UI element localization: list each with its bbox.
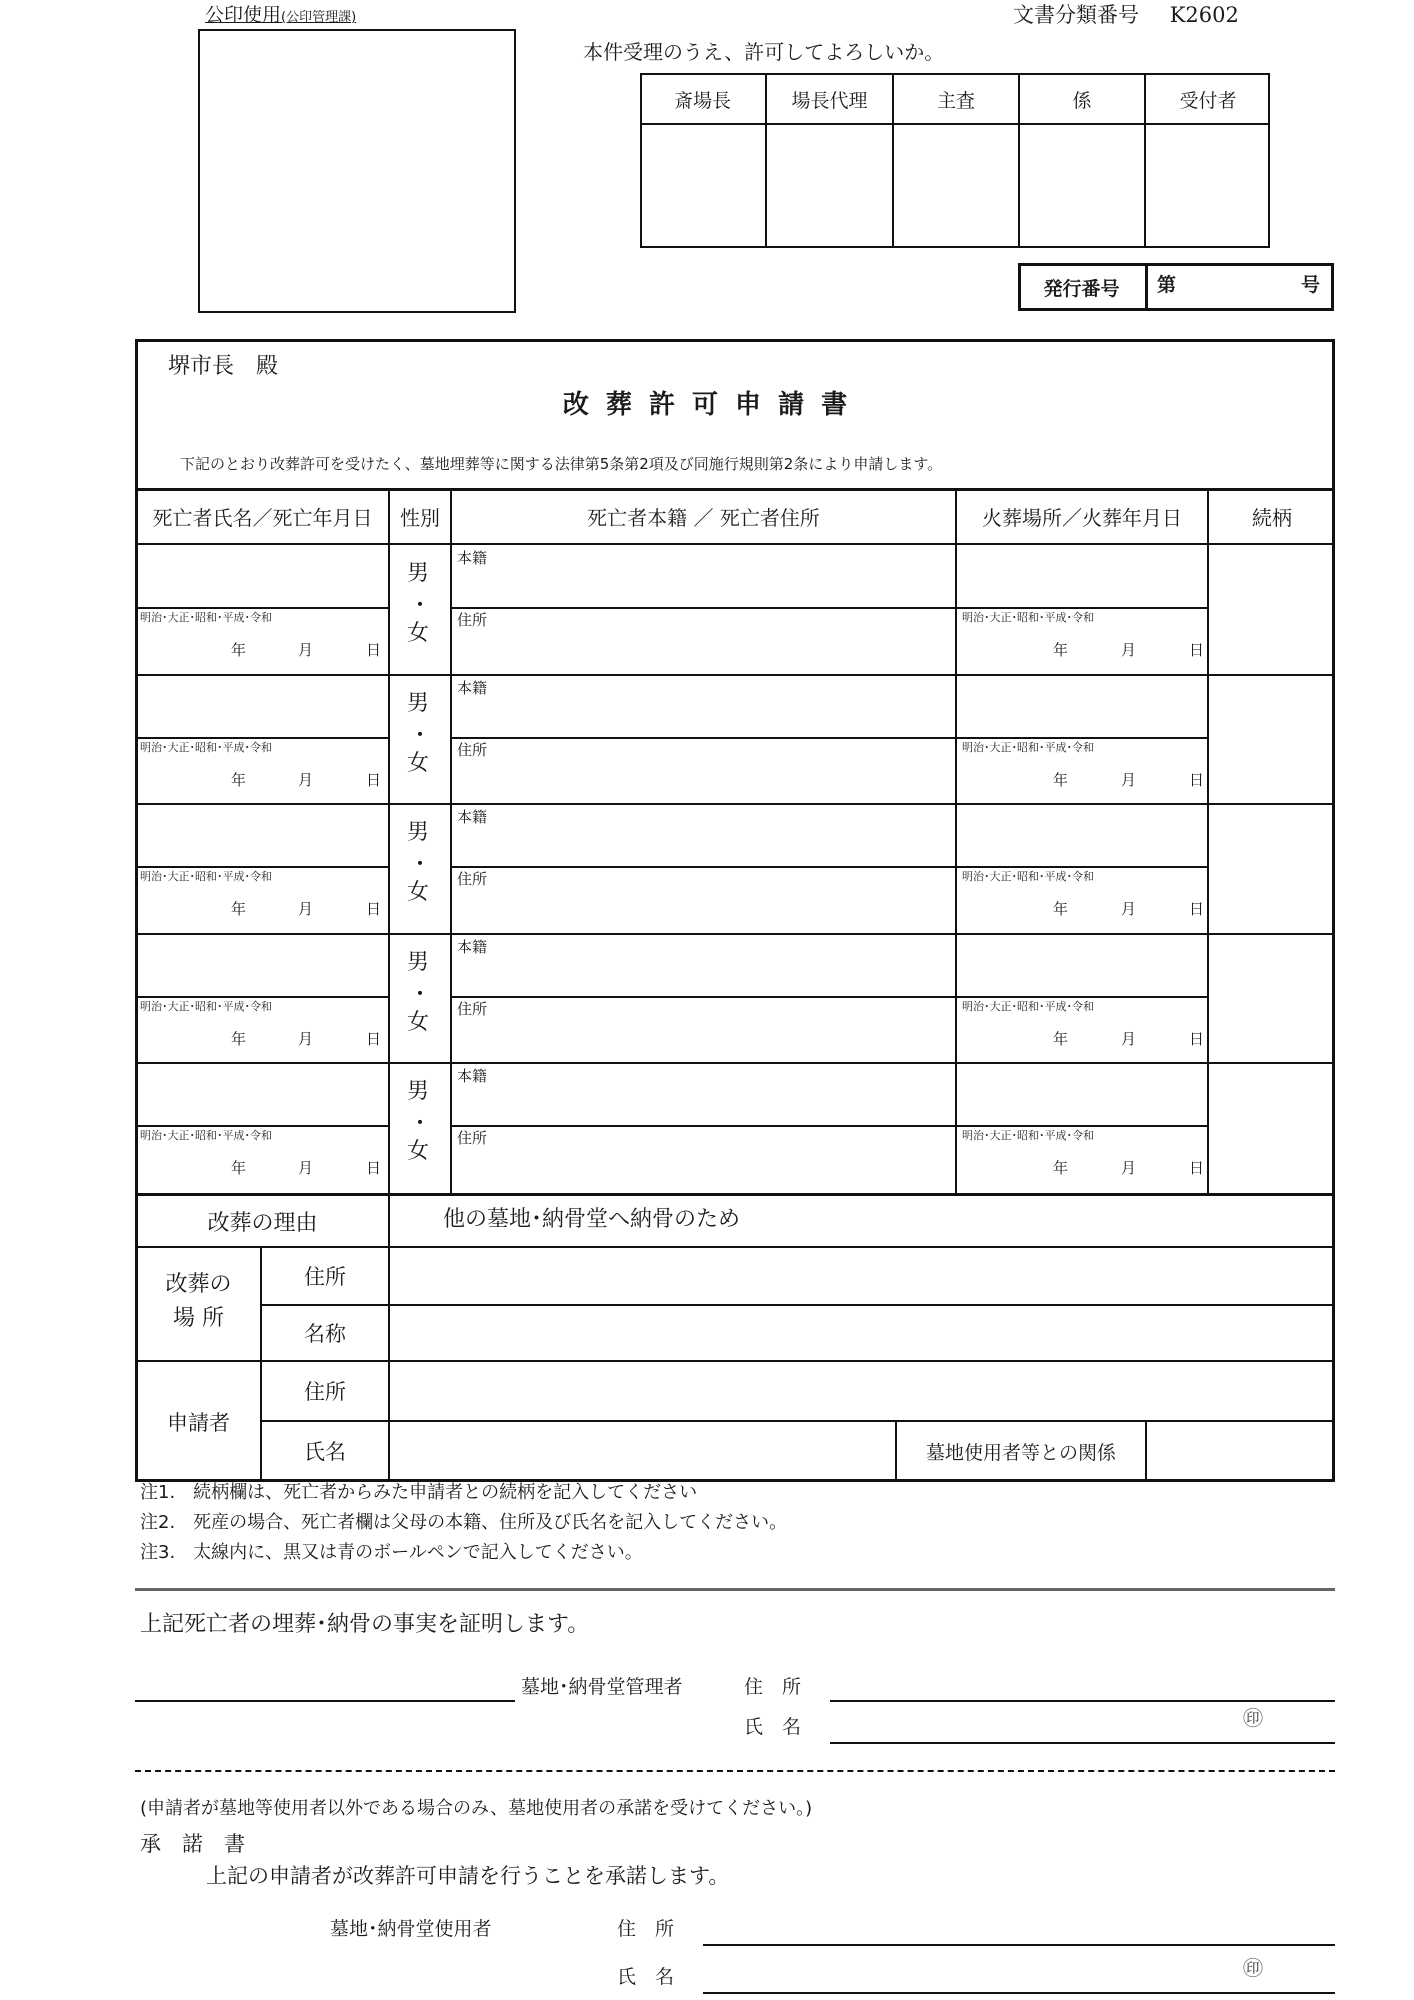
form-title: 改 葬 許 可 申 請 書 (562, 390, 852, 420)
approver-header-2: 主査 (936, 89, 975, 112)
row-mid-rule (450, 1125, 955, 1127)
cert-name-field[interactable] (830, 1710, 1230, 1740)
column-relation: 続柄 (1252, 506, 1292, 530)
domicile-label: 本籍 (457, 808, 488, 826)
approver-header-4: 受付者 (1179, 89, 1237, 112)
cremation-day-label: 日 (1189, 641, 1205, 659)
approver-stamp-cell[interactable] (767, 125, 892, 246)
deceased-name-field[interactable] (140, 818, 384, 858)
death-year-label: 年 (231, 900, 247, 918)
sex-male-option[interactable]: 男 (407, 1079, 430, 1104)
reason-value[interactable]: 他の墓地･納骨堂へ納骨のため (443, 1207, 741, 1232)
approver-header-3: 係 (1072, 89, 1092, 112)
note-3: 注3. 太線内に、黒又は青のボールペンで記入してください。 (140, 1542, 643, 1563)
seal-usage-text: 公印使用 (205, 4, 282, 26)
sex-female-option[interactable]: 女 (407, 1010, 430, 1035)
row-mid-rule (135, 996, 388, 998)
row-divider (135, 933, 1207, 935)
death-era-options: 明治･大正･昭和･平成･令和 (140, 611, 272, 624)
approval-prompt: 本件受理のうえ、許可してよろしいか。 (583, 40, 945, 64)
cert-seal-mark: ㊞ (1243, 1706, 1263, 1730)
approver-stamp-cell[interactable] (1146, 125, 1268, 246)
cremation-day-label: 日 (1189, 1030, 1205, 1048)
cremation-month-label: 月 (1121, 1159, 1137, 1177)
cremation-place-field[interactable] (962, 689, 1202, 729)
death-month-label: 月 (298, 1159, 314, 1177)
sex-separator: ・ (411, 725, 429, 746)
domicile-field[interactable] (500, 824, 950, 862)
address-label: 住所 (457, 741, 488, 759)
cremation-month-label: 月 (1121, 771, 1137, 789)
death-day-label: 日 (366, 1030, 382, 1048)
deceased-name-field[interactable] (140, 689, 384, 729)
cremation-year-label: 年 (1053, 900, 1069, 918)
address-field[interactable] (500, 1145, 950, 1185)
cremation-era-options: 明治･大正･昭和･平成･令和 (962, 870, 1094, 883)
sex-female-option[interactable]: 女 (407, 1139, 430, 1164)
row-mid-rule (450, 866, 955, 868)
consent-note: (申請者が墓地等使用者以外である場合のみ、墓地使用者の承諾を受けてください。) (140, 1798, 813, 1819)
approver-stamp-cell[interactable] (1020, 125, 1144, 246)
document-class-number (1013, 5, 1239, 26)
column-domicile-address: 死亡者本籍 ／ 死亡者住所 (587, 506, 820, 530)
col-divider-sex-right (450, 488, 452, 1193)
death-era-options: 明治･大正･昭和･平成･令和 (140, 1000, 272, 1013)
consent-statement: 上記の申請者が改葬許可申請を行うことを承諾します。 (206, 1864, 730, 1888)
death-day-label: 日 (366, 641, 382, 659)
header-bottom-rule (135, 543, 1335, 545)
relation-to-owner-label: 墓地使用者等との関係 (925, 1441, 1116, 1464)
death-month-label: 月 (298, 1030, 314, 1048)
approver-header-0: 斎場長 (673, 89, 731, 112)
address-field[interactable] (500, 627, 950, 667)
consent-address-field[interactable] (703, 1912, 1335, 1942)
cremation-month-label: 月 (1121, 900, 1137, 918)
issue-number-prefix: 第 (1157, 274, 1177, 296)
death-era-options: 明治･大正･昭和･平成･令和 (140, 1129, 272, 1142)
certification-separator (135, 1588, 1335, 1591)
death-month-label: 月 (298, 771, 314, 789)
issue-number-divider (1145, 263, 1148, 311)
row-mid-rule (955, 607, 1207, 609)
consent-name-field[interactable] (703, 1960, 1223, 1990)
domicile-field[interactable] (500, 565, 950, 603)
approver-stamp-cell[interactable] (642, 125, 765, 246)
domicile-label: 本籍 (457, 679, 488, 697)
death-year-label: 年 (231, 771, 247, 789)
col-divider-cremation-left (955, 488, 957, 1193)
consent-seal-mark: ㊞ (1243, 1956, 1263, 1980)
cremation-year-label: 年 (1053, 1030, 1069, 1048)
note-1: 注1. 続柄欄は、死亡者からみた申請者との続柄を記入してください (140, 1482, 698, 1503)
cremation-place-field[interactable] (962, 559, 1202, 599)
place-label-line1: 改葬の (165, 1272, 232, 1297)
cremation-month-label: 月 (1121, 641, 1137, 659)
death-era-options: 明治･大正･昭和･平成･令和 (140, 741, 272, 754)
row-divider (1207, 674, 1335, 676)
row-mid-rule (955, 737, 1207, 739)
row-mid-rule (135, 866, 388, 868)
applicant-label: 申請者 (167, 1411, 230, 1435)
cremation-era-options: 明治･大正･昭和･平成･令和 (962, 611, 1094, 624)
form-intro: 下記のとおり改葬許可を受けたく、墓地埋葬等に関する法律第5条第2項及び同施行規則第2条により申請します。 (180, 455, 943, 473)
cremation-day-label: 日 (1189, 900, 1205, 918)
death-year-label: 年 (231, 1030, 247, 1048)
row-mid-rule (135, 607, 388, 609)
domicile-label: 本籍 (457, 938, 488, 956)
death-era-options: 明治･大正･昭和･平成･令和 (140, 870, 272, 883)
cremation-era-options: 明治･大正･昭和･平成･令和 (962, 1129, 1094, 1142)
sex-male-option[interactable]: 男 (407, 950, 430, 975)
row-divider (135, 803, 1207, 805)
relation-to-owner-field[interactable] (1147, 1422, 1333, 1480)
sex-separator: ・ (411, 984, 429, 1005)
certification-statement: 上記死亡者の埋葬･納骨の事実を証明します。 (140, 1612, 590, 1637)
death-day-label: 日 (366, 771, 382, 789)
death-day-label: 日 (366, 900, 382, 918)
seal-usage-label (205, 6, 356, 25)
address-label: 住所 (457, 870, 488, 888)
address-field[interactable] (500, 886, 950, 926)
cert-name-underline (830, 1742, 1335, 1744)
sex-separator: ・ (411, 1113, 429, 1134)
reason-label: 改葬の理由 (207, 1210, 318, 1236)
address-label: 住所 (457, 1000, 488, 1018)
row-mid-rule (955, 866, 1207, 868)
sex-separator: ・ (411, 854, 429, 875)
applicant-address-field[interactable] (390, 1362, 1333, 1420)
domicile-label: 本籍 (457, 1067, 488, 1085)
relation-field[interactable] (1212, 1073, 1330, 1183)
cremation-place-field[interactable] (962, 818, 1202, 858)
row-mid-rule (955, 1125, 1207, 1127)
death-month-label: 月 (298, 641, 314, 659)
death-year-label: 年 (231, 641, 247, 659)
cert-org-field[interactable] (135, 1668, 513, 1698)
row-mid-rule (450, 996, 955, 998)
consent-user-label: 墓地･納骨堂使用者 (330, 1918, 492, 1940)
row-mid-rule (135, 1125, 388, 1127)
domicile-field[interactable] (500, 1083, 950, 1121)
address-label: 住所 (457, 1129, 488, 1147)
cut-line (135, 1770, 1335, 1772)
sex-female-option[interactable]: 女 (407, 621, 430, 646)
relation-field[interactable] (1212, 555, 1330, 665)
address-field[interactable] (500, 757, 950, 797)
consent-address-underline (703, 1944, 1335, 1946)
domicile-label: 本籍 (457, 549, 488, 567)
address-label: 住所 (457, 611, 488, 629)
column-sex: 性別 (400, 506, 440, 530)
cremation-place-field[interactable] (962, 948, 1202, 988)
place-name-field[interactable] (390, 1306, 1333, 1360)
relation-field[interactable] (1212, 814, 1330, 924)
domicile-field[interactable] (500, 695, 950, 733)
row-mid-rule (450, 737, 955, 739)
cremation-day-label: 日 (1189, 771, 1205, 789)
cert-org-underline (135, 1700, 515, 1702)
relation-field[interactable] (1212, 944, 1330, 1054)
place-label-line2: 場 所 (173, 1306, 224, 1331)
place-address-label: 住所 (304, 1265, 346, 1289)
row-divider (1207, 1062, 1335, 1064)
doc-class-value: K2602 (1169, 3, 1239, 27)
sex-male-option[interactable]: 男 (407, 691, 430, 716)
seal-box[interactable] (198, 29, 516, 313)
cremation-year-label: 年 (1053, 771, 1069, 789)
col-divider-sex-left (388, 488, 390, 1193)
sex-female-option[interactable]: 女 (407, 751, 430, 776)
death-month-label: 月 (298, 900, 314, 918)
death-day-label: 日 (366, 1159, 382, 1177)
issue-number-suffix: 号 (1301, 274, 1321, 296)
domicile-field[interactable] (500, 954, 950, 992)
deceased-name-field[interactable] (140, 559, 384, 599)
consent-title: 承 諾 書 (140, 1832, 245, 1856)
cremation-month-label: 月 (1121, 1030, 1137, 1048)
column-cremation: 火葬場所／火葬年月日 (982, 506, 1182, 530)
deceased-name-field[interactable] (140, 948, 384, 988)
applicant-address-label: 住所 (304, 1380, 346, 1404)
row-divider (1207, 933, 1335, 935)
relation-field[interactable] (1212, 685, 1330, 795)
consent-name-label: 氏 名 (617, 1966, 675, 1988)
place-name-label: 名称 (304, 1322, 346, 1346)
row-divider (1207, 803, 1335, 805)
col-divider-relation-left (1207, 488, 1209, 1193)
consent-address-label: 住 所 (617, 1918, 675, 1940)
cert-name-label: 氏 名 (744, 1716, 802, 1738)
approver-header-1: 場長代理 (791, 89, 868, 112)
applicant-name-label: 氏名 (304, 1440, 346, 1464)
address-field[interactable] (500, 1016, 950, 1056)
cremation-year-label: 年 (1053, 641, 1069, 659)
cremation-year-label: 年 (1053, 1159, 1069, 1177)
cert-address-label: 住 所 (744, 1676, 802, 1698)
sex-separator: ・ (411, 595, 429, 616)
row-mid-rule (450, 607, 955, 609)
cremation-place-field[interactable] (962, 1077, 1202, 1117)
column-name-date: 死亡者氏名／死亡年月日 (152, 506, 373, 530)
cremation-era-options: 明治･大正･昭和･平成･令和 (962, 741, 1094, 754)
approver-stamp-cell[interactable] (894, 125, 1018, 246)
issue-number-label: 発行番号 (1043, 277, 1120, 300)
row-divider (135, 674, 1207, 676)
applicant-name-field[interactable] (390, 1422, 895, 1480)
seal-usage-subtext: (公印管理課) (281, 10, 357, 25)
doc-class-label: 文書分類番号 (1013, 3, 1139, 27)
row-mid-rule (135, 737, 388, 739)
manager-label: 墓地･納骨堂管理者 (521, 1676, 683, 1698)
consent-name-underline (703, 1992, 1335, 1994)
cert-address-field[interactable] (830, 1668, 1335, 1698)
place-address-field[interactable] (390, 1248, 1333, 1304)
row-mid-rule (955, 996, 1207, 998)
death-year-label: 年 (231, 1159, 247, 1177)
cremation-era-options: 明治･大正･昭和･平成･令和 (962, 1000, 1094, 1013)
cert-address-underline (830, 1700, 1335, 1702)
place-label (137, 1268, 260, 1336)
addressee: 堺市長 殿 (168, 354, 279, 379)
sex-female-option[interactable]: 女 (407, 880, 430, 905)
sex-male-option[interactable]: 男 (407, 820, 430, 845)
row-divider (135, 1062, 1207, 1064)
deceased-name-field[interactable] (140, 1077, 384, 1117)
cremation-day-label: 日 (1189, 1159, 1205, 1177)
sex-male-option[interactable]: 男 (407, 561, 430, 586)
note-2: 注2. 死産の場合、死亡者欄は父母の本籍、住所及び氏名を記入してください。 (140, 1512, 788, 1533)
